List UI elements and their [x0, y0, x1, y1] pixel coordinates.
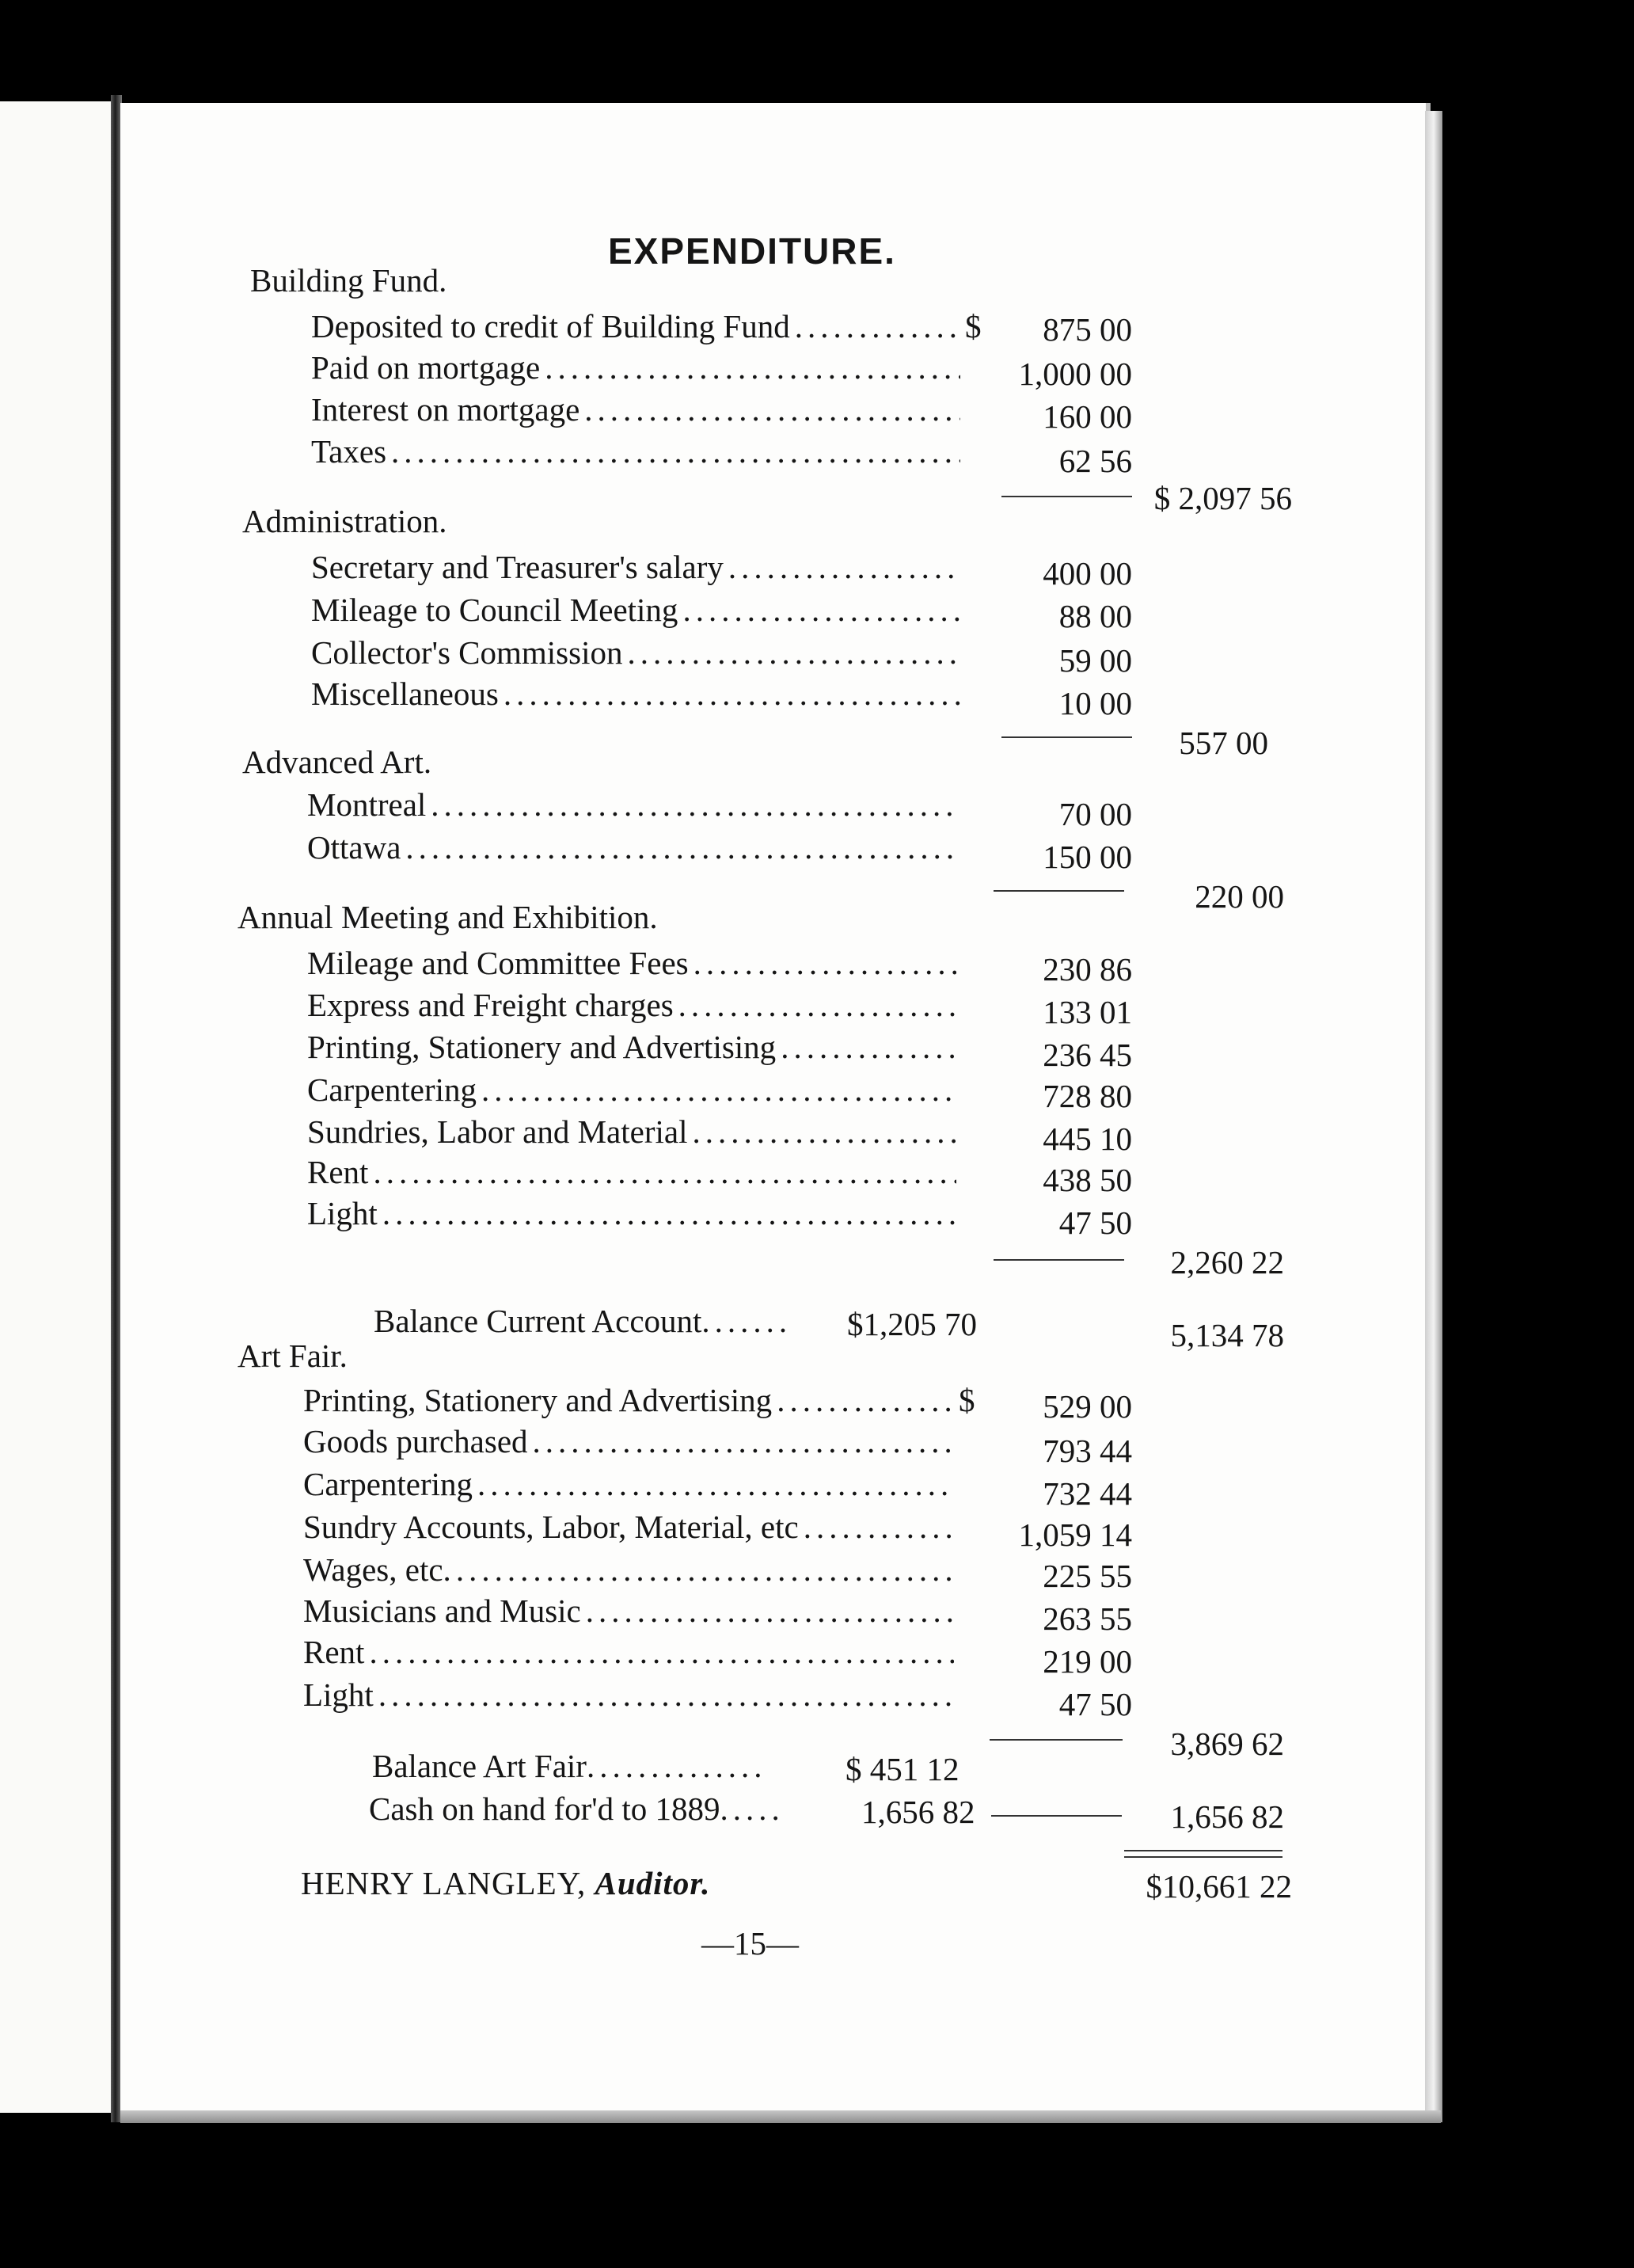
list-item: Goods purchased ..... — [303, 1422, 978, 1460]
list-item: Paid on mortgage ..... — [311, 348, 984, 386]
subtotal-rule — [994, 1259, 1124, 1261]
balance-current-amount: $1,205 70 — [847, 1306, 977, 1342]
item-amount: 88 00 — [1058, 598, 1132, 634]
section-total-annual-meeting: 2,260 22 — [1170, 1244, 1284, 1281]
cash-on-hand-total: 1,656 82 — [1170, 1798, 1284, 1835]
list-item: Ottawa ..... — [307, 828, 980, 866]
item-amount: 133 01 — [1043, 994, 1132, 1030]
list-item: Montreal ..... — [307, 786, 980, 824]
list-item: Light ..... — [303, 1676, 978, 1714]
list-item: Printing, Stationery and Advertising ..... $ — [303, 1381, 978, 1419]
item-amount: 875 00 — [1043, 311, 1132, 348]
item-amount: 236 45 — [1043, 1037, 1132, 1073]
list-item: Secretary and Treasurer's salary ..... — [311, 548, 984, 586]
grand-total-rule-bottom — [1124, 1856, 1282, 1858]
item-amount: 150 00 — [1043, 839, 1132, 875]
item-amount: 1,000 00 — [1018, 356, 1132, 392]
section-heading-administration: Administration. — [242, 503, 447, 539]
list-item: Express and Freight charges ..... — [307, 986, 980, 1024]
item-amount: 62 56 — [1058, 443, 1132, 479]
item-amount: 59 00 — [1058, 642, 1132, 679]
list-item: Miscellaneous ..... — [311, 675, 984, 713]
balance-current-total: 5,134 78 — [1170, 1317, 1284, 1353]
list-item: Musicians and Music ..... — [303, 1592, 978, 1630]
facing-page-edge — [0, 101, 119, 2113]
section-total-administration: 557 00 — [1179, 725, 1268, 761]
balance-current-label: Balance Current Account....... — [374, 1303, 792, 1339]
subtotal-rule — [994, 890, 1124, 892]
item-amount: 438 50 — [1043, 1162, 1132, 1198]
list-item: Sundries, Labor and Material ..... — [307, 1113, 980, 1151]
subtotal-rule — [1001, 736, 1132, 738]
item-amount: 47 50 — [1058, 1686, 1132, 1722]
section-total-building-fund: $ 2,097 56 — [1153, 480, 1292, 516]
grand-total-rule-top — [1124, 1850, 1282, 1851]
list-item: Taxes ..... — [311, 432, 984, 470]
item-amount: 793 44 — [1043, 1433, 1132, 1469]
page-bottom-edge — [120, 2110, 1441, 2123]
item-amount: 47 50 — [1058, 1204, 1132, 1241]
list-item: Rent ..... — [303, 1633, 978, 1671]
list-item: Light ..... — [307, 1194, 980, 1232]
balance-art-fair-label: Balance Art Fair.............. — [372, 1748, 767, 1784]
item-amount: 230 86 — [1043, 951, 1132, 987]
list-item: Interest on mortgage ..... — [311, 390, 984, 428]
list-item: Printing, Stationery and Advertising ..... — [307, 1028, 980, 1066]
item-amount: 400 00 — [1043, 555, 1132, 592]
section-total-advanced-art: 220 00 — [1195, 878, 1284, 915]
item-amount: 529 00 — [1043, 1388, 1132, 1425]
page-number: —15— — [701, 1925, 799, 1962]
section-heading-advanced-art: Advanced Art. — [242, 744, 432, 780]
item-amount: 70 00 — [1058, 796, 1132, 832]
item-amount: 10 00 — [1058, 685, 1132, 721]
balance-art-fair-amount: $ 451 12 — [846, 1751, 960, 1787]
section-heading-annual-meeting: Annual Meeting and Exhibition. — [238, 899, 658, 935]
item-amount: 225 55 — [1043, 1558, 1132, 1594]
list-item: Carpentering ..... — [303, 1465, 978, 1503]
section-heading-building-fund: Building Fund. — [250, 262, 447, 299]
item-amount: 160 00 — [1043, 398, 1132, 435]
grand-total: $10,661 22 — [1146, 1868, 1292, 1905]
section-total-art-fair: 3,869 62 — [1170, 1726, 1284, 1762]
section-heading-art-fair: Art Fair. — [238, 1338, 348, 1374]
cash-on-hand-amount: 1,656 82 — [861, 1794, 975, 1830]
auditor-signature: HENRY LANGLEY, Auditor. — [301, 1865, 711, 1901]
item-amount: 445 10 — [1043, 1121, 1132, 1157]
list-item: Rent ..... — [307, 1153, 980, 1191]
list-item: Collector's Commission ..... — [311, 634, 984, 672]
list-item: Mileage and Committee Fees ..... — [307, 944, 980, 982]
item-amount: 732 44 — [1043, 1475, 1132, 1512]
list-item: Sundry Accounts, Labor, Material, etc ..... — [303, 1508, 978, 1546]
item-amount: 219 00 — [1043, 1643, 1132, 1680]
list-item: Carpentering ..... — [307, 1071, 980, 1109]
item-amount: 728 80 — [1043, 1078, 1132, 1114]
subtotal-rule — [1001, 496, 1132, 497]
page-right-edge — [1425, 111, 1442, 2122]
list-item: Deposited to credit of Building Fund ..... $ — [311, 307, 984, 345]
carry-rule — [991, 1815, 1122, 1817]
cash-on-hand-label: Cash on hand for'd to 1889..... — [369, 1790, 785, 1827]
subtotal-rule — [990, 1739, 1123, 1741]
item-amount: 1,059 14 — [1018, 1516, 1132, 1553]
item-amount: 263 55 — [1043, 1600, 1132, 1637]
page-title: EXPENDITURE. — [608, 230, 896, 272]
list-item: Mileage to Council Meeting ..... — [311, 591, 984, 629]
list-item: Wages, etc. ..... — [303, 1551, 978, 1589]
